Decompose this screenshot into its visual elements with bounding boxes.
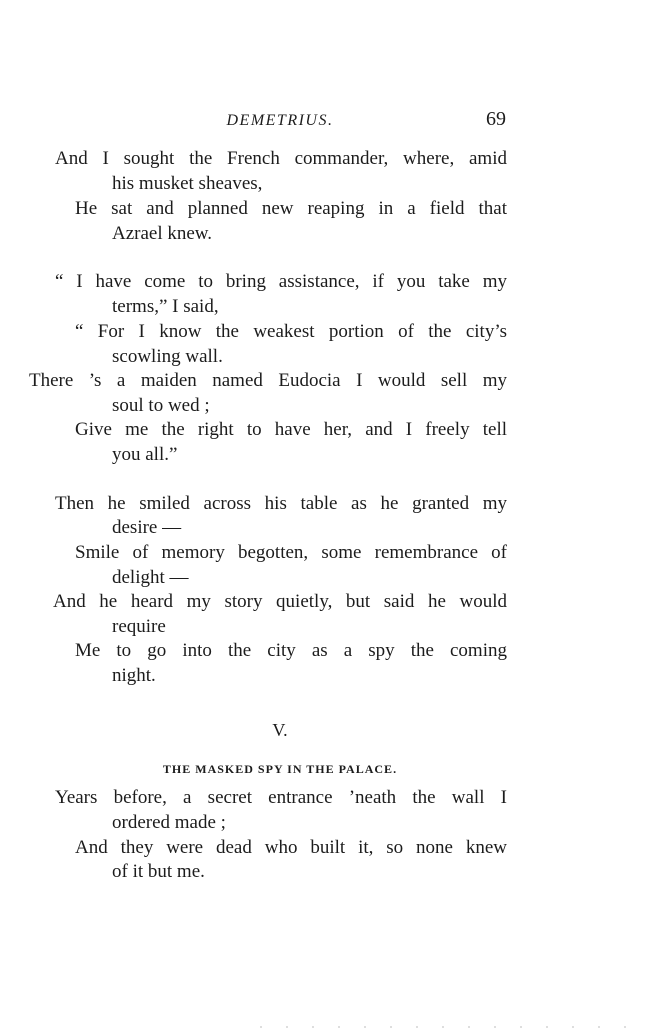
verse-line: There ’s a maiden named Eudocia I would sell my — [29, 370, 507, 391]
verse-line: Azrael knew. — [112, 223, 213, 244]
section-title: THE MASKED SPY IN THE PALACE. — [162, 762, 398, 776]
verse-line: desire — — [112, 517, 182, 538]
verse-line: “ For I know the weakest portion of the city’s — [75, 321, 507, 342]
verse-line: his musket sheaves, — [112, 173, 263, 194]
page-number: 69 — [486, 108, 506, 130]
verse-line: And he heard my story quietly, but said he would — [53, 591, 507, 612]
verse-line: Smile of memory begotten, some remembrance of — [75, 542, 507, 563]
verse-line: terms,” I said, — [112, 296, 219, 317]
verse-line: of it but me. — [112, 861, 205, 882]
verse-line: Give me the right to have her, and I freely tell — [75, 419, 507, 440]
verse-line: Me to go into the city as a spy the coming — [75, 640, 507, 661]
verse-line: Then he smiled across his table as he granted my — [55, 493, 507, 514]
verse-line: scowling wall. — [112, 346, 223, 367]
verse-line: night. — [112, 665, 156, 686]
verse-line: And they were dead who built it, so none knew — [75, 837, 507, 858]
verse-line: require — [112, 616, 166, 637]
verse-line: ordered made ; — [112, 812, 226, 833]
verse-line: “ I have come to bring assistance, if you take my — [55, 271, 507, 292]
verse-line: soul to wed ; — [112, 395, 210, 416]
verse-line: delight — — [112, 567, 189, 588]
scan-artifact — [260, 1026, 648, 1028]
running-head — [0, 108, 648, 132]
verse-line: He sat and planned new reaping in a field that — [75, 198, 507, 219]
verse-line: you all.” — [112, 444, 178, 465]
verse-line: And I sought the French commander, where, amid — [55, 148, 507, 169]
verse-line: Years before, a secret entrance ’neath the wall I — [55, 787, 507, 808]
running-title: DEMETRIUS. — [226, 112, 334, 129]
section-number: V. — [272, 720, 288, 740]
